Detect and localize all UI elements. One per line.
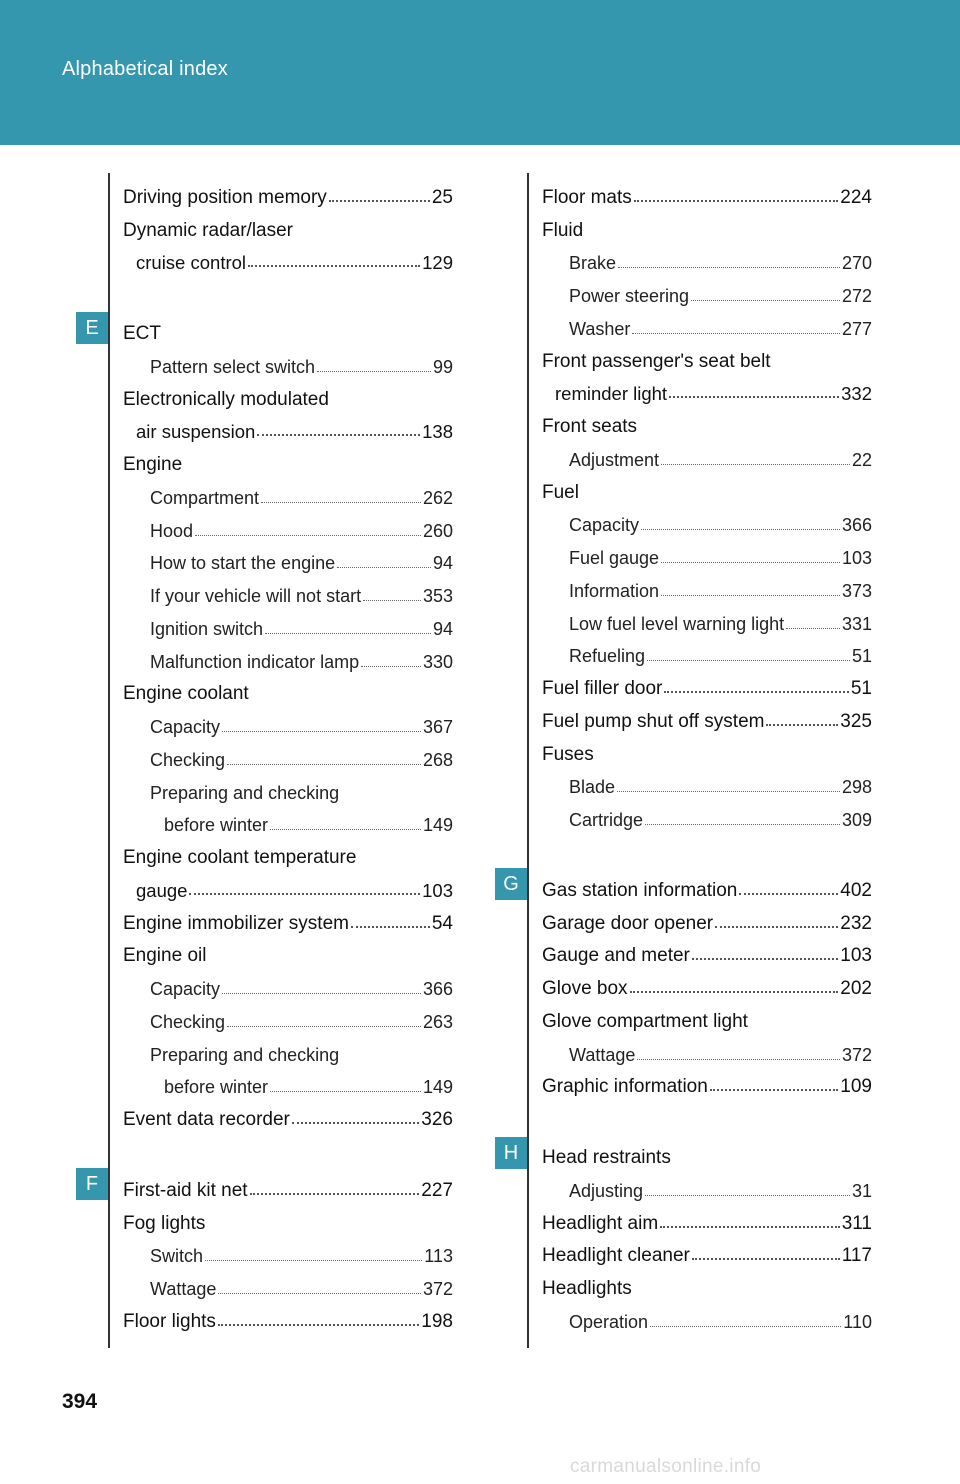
index-entry[interactable]: air suspension 138: [136, 421, 453, 443]
index-entry[interactable]: Gas station information 402: [542, 879, 872, 901]
index-entry[interactable]: reminder light 332: [555, 383, 872, 405]
index-subentry[interactable]: Refueling 51: [569, 646, 872, 667]
index-entry: Front passenger's seat belt: [542, 350, 771, 372]
index-subentry[interactable]: Fuel gauge 103: [569, 548, 872, 568]
index-subentry[interactable]: Hood 260: [150, 520, 453, 541]
index-subentry[interactable]: Adjusting 31: [569, 1180, 872, 1201]
index-entry: ECT: [123, 323, 161, 344]
index-subentry[interactable]: Ignition switch 94: [150, 618, 453, 639]
index-entry[interactable]: cruise control 129: [136, 252, 453, 274]
index-subentry[interactable]: Capacity 366: [569, 515, 872, 536]
index-entry: Headlights: [542, 1278, 632, 1299]
index-entry: Glove compartment light: [542, 1010, 748, 1032]
index-subentry[interactable]: Checking 263: [150, 1011, 453, 1032]
index-entry[interactable]: Floor lights 198: [123, 1310, 453, 1332]
index-subentry: Preparing and checking: [150, 782, 340, 803]
index-subentry[interactable]: Blade 298: [569, 777, 872, 798]
index-entry: Fluid: [542, 219, 584, 241]
index-subentry[interactable]: How to start the engine 94: [150, 553, 453, 574]
index-entry[interactable]: Event data recorder 326: [123, 1109, 453, 1130]
column-divider-left: [108, 173, 110, 1348]
index-entry: Dynamic radar/laser: [123, 219, 293, 241]
index-subentry[interactable]: Capacity 367: [150, 717, 453, 737]
index-subentry[interactable]: before winter 149: [164, 815, 453, 836]
index-entry[interactable]: Gauge and meter 103: [542, 945, 872, 967]
header-bar: [0, 0, 960, 145]
index-subentry[interactable]: Information 373: [569, 580, 872, 601]
index-entry: Engine oil: [123, 945, 207, 967]
index-subentry[interactable]: Low fuel level warning light 331: [569, 613, 872, 634]
index-column-right: [542, 176, 872, 1333]
index-subentry[interactable]: Cartridge 309: [569, 810, 872, 830]
index-entry[interactable]: Glove box 202: [542, 978, 872, 999]
index-entry[interactable]: Garage door opener 232: [542, 912, 872, 934]
index-entry[interactable]: Floor mats 224: [542, 186, 872, 208]
index-subentry[interactable]: Malfunction indicator lamp 330: [150, 651, 453, 672]
index-entry: Engine coolant temperature: [123, 847, 357, 868]
index-entry[interactable]: Graphic information 109: [542, 1076, 872, 1098]
page-title: Alphabetical index: [62, 58, 228, 80]
index-subentry[interactable]: Wattage 372: [569, 1044, 872, 1065]
index-subentry[interactable]: Power steering 272: [569, 286, 872, 306]
column-divider-right: [527, 173, 529, 1348]
index-entry: Fuses: [542, 743, 594, 765]
index-entry: Head restraints: [542, 1147, 671, 1168]
index-entry[interactable]: First-aid kit net 227: [123, 1179, 453, 1201]
index-subentry[interactable]: Compartment 262: [150, 487, 453, 508]
index-subentry[interactable]: If your vehicle will not start 353: [150, 586, 453, 606]
index-entry: Front seats: [542, 416, 638, 437]
section-tab-g: G: [495, 868, 527, 900]
index-entry: Engine: [123, 454, 183, 475]
index-entry[interactable]: gauge 103: [136, 879, 453, 901]
index-subentry[interactable]: Checking 268: [150, 749, 453, 770]
index-entry: Fog lights: [123, 1212, 206, 1234]
index-entry[interactable]: Engine immobilizer system 54: [123, 912, 453, 934]
index-subentry[interactable]: Brake 270: [569, 253, 872, 274]
index-entry[interactable]: Fuel pump shut off system 325: [542, 710, 872, 732]
index-entry[interactable]: Fuel filler door 51: [542, 678, 872, 699]
index-subentry[interactable]: Adjustment 22: [569, 449, 872, 470]
index-subentry[interactable]: Operation 110: [569, 1311, 872, 1332]
index-subentry[interactable]: before winter 149: [164, 1077, 453, 1098]
index-entry[interactable]: Headlight cleaner 117: [542, 1245, 872, 1267]
index-entry: Electronically modulated: [123, 388, 329, 410]
index-subentry[interactable]: Capacity 366: [150, 979, 453, 999]
index-subentry[interactable]: Wattage 372: [150, 1279, 453, 1299]
watermark-text: carmanualsonline.info: [570, 1456, 762, 1477]
index-entry: Fuel: [542, 481, 579, 503]
index-subentry[interactable]: Pattern select switch 99: [150, 356, 453, 377]
section-tab-f: F: [76, 1168, 108, 1200]
index-subentry: Preparing and checking: [150, 1044, 340, 1065]
index-subentry[interactable]: Switch 113: [150, 1246, 453, 1267]
index-entry[interactable]: Headlight aim 311: [542, 1212, 872, 1234]
index-subentry[interactable]: Washer 277: [569, 318, 872, 339]
index-entry[interactable]: Driving position memory 25: [123, 186, 453, 208]
page-number: 394: [62, 1390, 98, 1413]
index-entry: Engine coolant: [123, 683, 249, 705]
section-tab-h: H: [495, 1137, 527, 1169]
section-tab-e: E: [76, 312, 108, 344]
index-column-left: [123, 176, 453, 1333]
